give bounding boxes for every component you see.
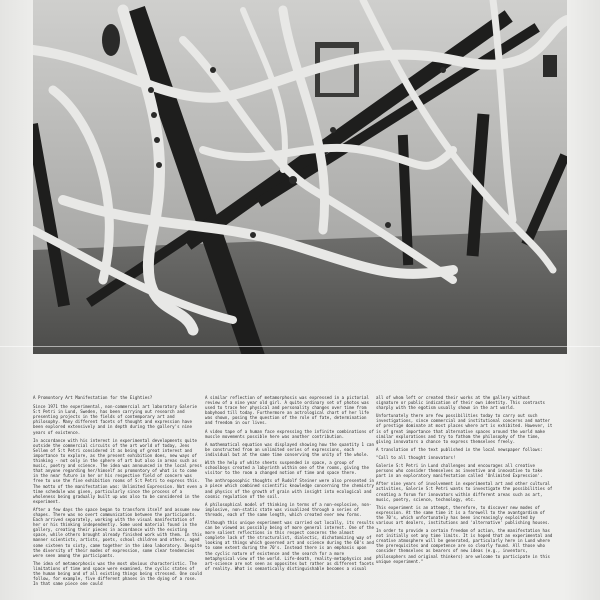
paper-fold-line (0, 346, 600, 347)
paragraph: A mathematical equation was displayed showing how the quantity 1 can be constructed from an unlimited series of expressions, each individual but at the same time conserving the unity of the whole. (205, 441, 374, 457)
paragraph: After a few days the space began to transform itself and assume new shapes. There was no overt communication between the participants. Each arrived separately, working with the visual manifestation of her or his thinking independently. Some used material found in the gallery, creating their pieces in accordance with the existing space, while others brought already finished work with them. In this manner scientists, artists, poets, school children and others, aged some sixteen to sixty, came together in the idea laboratory. Despite the diversity of their modes of expression, some clear tendencies were seen among the participants. (33, 506, 202, 558)
article-column-3 (376, 395, 554, 567)
wall-fixture (543, 55, 557, 77)
photo-illustration (33, 0, 567, 354)
paragraph: Unfortunately there are few possibilities today to carry out such investigations, since commercial and institutional concerns and matter of prestige dominate at most places where art is exhibited. However, it is of great importance that alternative spaces around the world make similar explorations and try to fathom the philosophy of the time, giving innovators a chance to express themselves freely. (376, 413, 553, 444)
paragraph: This experiment is an attempt, therefore, to discover new modes of expression. At the same time it is a farewell to the avantgardism of the 70's, which unfortunately has been increasingly exploited by various art dealers, institutions and 'alternative' publishing houses. (376, 504, 550, 525)
paragraph: After nine years of involvement in experimental art and other cultural activities, Galerie S:t Petri wants to investigate the possibilities of creating a forum for innovators within different areas such as art, music, poetry, science, technology, etc. (376, 481, 553, 502)
paragraph: A video tape of a human face expressing the infinite combinations of muscle movements possible here was another contribution. (205, 428, 374, 439)
paragraph: Although this unique experiment was carried out locally, its results can be viewed as possibly being of more general interest. One of the more salient reflections in this respect concerns the almost complete lack of the structuralist, dialectic, dichotomizing way of looking at things which governed art and science during the 60's and to some extent during the 70's. Instead there is an emphasis upon the cyclic nature of existence and the search for a more metaphysical view of the world. Life-death, reality-metaphysics and art-science are not seen as opposites but rather as different facets of reality. What is semantically distinguishable becomes a visual (205, 519, 374, 571)
paragraph: The anthroposophic thoughts of Rudolf Steiner were also presented in a piece which combined scientific knowledge concerning the chemistry and physics of the growth of grain with insight into ecological and cosmic regulation of the soil. (205, 478, 374, 499)
paragraph: In accordance with his interest in experimental developments quite outside the commercial circuits of the art world of today, Jens Sellem of S:t Petri considered it as being of great interest and importance to explore, as the present exhibition does, new ways of thinking - not only in the sphere of art but also in areas such as music, poetry and science. The idea was announced in the local press that anyone regarding her/himself as promontory of what is to come in the near future in her or his respective field of concern was free to use the five exhibition rooms of S:t Petri to express this. The motto of the manifestation was: Unlimited Expression. Not even a time schedule was given, particularly since the process of a wholeness being gradually built up was also to be considered in the experiment. (33, 437, 202, 504)
paragraph: A translation of the text published in the local newspaper follows: (376, 446, 543, 452)
paragraph: Since 1971 the experimental, non-commercial art laboratory Galerie S:t Petri in Lund, Sweden, has been carrying out research and presenting projects in the fields of contemporary art and philosophy. Many different facets of thought and expression have been explored extensively and in depth during the gallery's nine years of existence. (33, 404, 197, 435)
paragraph: A similar reflection of metamorphosis was expressed in a pictorial review of a nine year old girl. A quite ordinary set of photos was used to trace her physical and personality changes over time from babyhood till today. Furthermore an astrological chart of her life was shown, posing the question of the role of fate, determination and freedom in our lives. (205, 395, 369, 426)
paragraph: With the help of white sheets suspended in space, a group of schoolboys created a labyrinth within one of the rooms, giving the visitor to the room a changed notion of time and space there. (205, 460, 369, 476)
article-title: A Promontory Art Manifestation for the Eighties? (33, 395, 153, 400)
paragraph: In order to provide a certain freedom of action, the manifestation has not initially set any time limits. It is hoped that an experimental and creative atmosphere will be generated, particularly here in Lund where the prerequisites and competence are so clearly found. All those who consider themselves as bearers of new ideas (e.g., inventors, philosophers and original thinkers) are welcome to participate in this unique experiment." (376, 528, 553, 564)
paragraph: all of whom left or created their works at the gallery without signature or public indication of their own identity. This contrasts sharply with the egotism usually shown in the art world. (376, 395, 545, 411)
paragraph: "Call to all thought innovators! (376, 454, 456, 460)
paragraph: A philosophical model of thinking in terms of a non-explosive, non-implosive, non-static state was visualized through a series of threads, each of the same length, which created ever new forms. (205, 501, 372, 517)
article-column-1 (33, 395, 203, 589)
article-column-2 (205, 395, 375, 574)
paragraph: The idea of metamorphosis was the most obvious characteristic. The limitations of time and space were examined, the cyclic states of the human being and of all existing things being stressed. One could follow, for example, five different phases in the dying of a rose. In that same piece one could (33, 560, 202, 587)
installation-photograph (33, 0, 567, 354)
paragraph: Galerie S:t Petri in Lund challenges and encourages all creative persons who consider themselves as inventive and innovative to take part in an exploratory manifestation called 'Unlimited Expression'. (376, 463, 543, 479)
